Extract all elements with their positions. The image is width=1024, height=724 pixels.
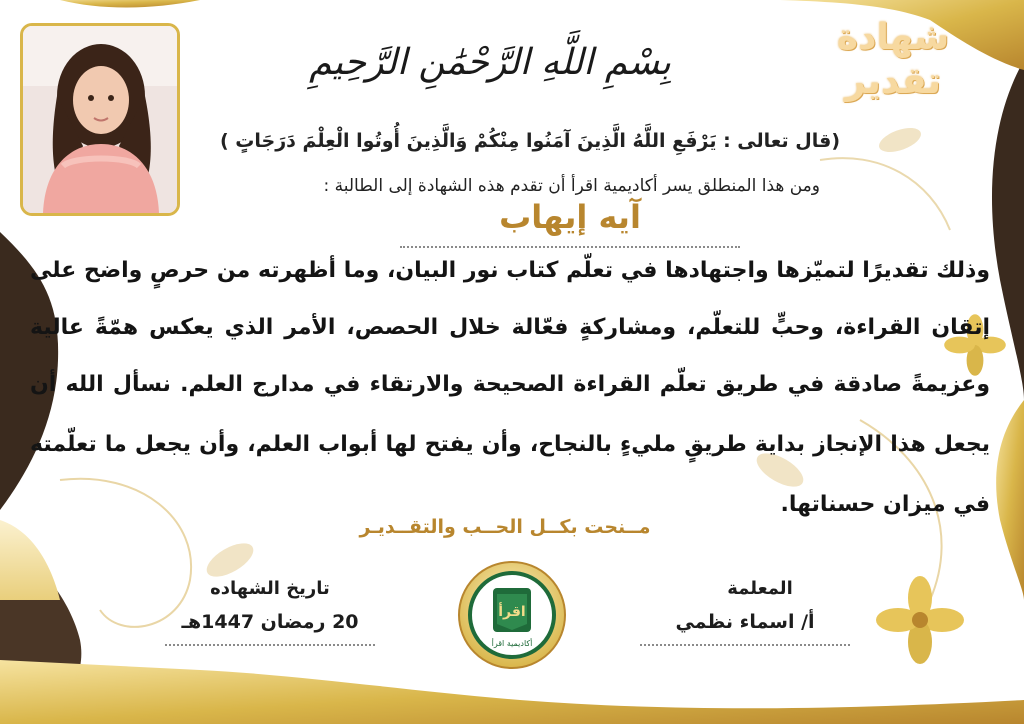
body-line-2: إتقان القراءة، وحبٍّ للتعلّم، ومشاركةٍ فعّالة خلال الحصص، الأمر الذي يعكس همّةً عالية — [30, 315, 990, 340]
basmala-calligraphy: بِسْمِ اللَّهِ الرَّحْمَٰنِ الرَّحِيمِ — [309, 42, 671, 83]
certificate-title — [828, 16, 958, 104]
body-line-4: يجعل هذا الإنجاز بداية طريقٍ مليءٍ بالنجاح، وأن يفتح لها أبواب العلم، وأن يجعل ما تعلّمته — [30, 432, 990, 457]
student-photo — [20, 23, 180, 216]
body-line-3: وعزيمةً صادقة في طريق تعلّم القراءة الصحيحة والارتقاء في مدارج العلم. نسأل الله أن — [30, 372, 990, 397]
title-line-2: تقدير — [844, 61, 942, 102]
motto-text: مــنحت بكــل الحــب والتقــديـر — [359, 516, 651, 538]
teacher-label: المعلمة — [727, 578, 793, 599]
student-name: آيه إيهاب — [400, 198, 740, 248]
intro-text: ومن هذا المنطلق يسر أكاديمية اقرأ أن تقدم هذه الشهادة إلى الطالبة : — [323, 176, 820, 196]
body-line-1: وذلك تقديرًا لتميّزها واجتهادها في تعلّم كتاب نور البيان، وما أظهرته من حرصٍ واضح على — [30, 258, 990, 283]
gold-flower — [876, 576, 964, 664]
body-line-5: في ميزان حسناتها. — [780, 492, 990, 517]
academy-seal — [457, 560, 567, 670]
seal-caption: أكاديمية اقرأ — [491, 639, 533, 648]
teacher-name: أ/ اسماء نظمي — [640, 608, 850, 646]
girl-portrait-image — [23, 26, 177, 213]
date-label: تاريخ الشهاده — [210, 578, 330, 599]
quran-verse: (قال تعالى : يَرْفَعِ اللَّهُ الَّذِينَ آمَنُوا مِنْكُمْ وَالَّذِينَ أُوتُوا الْعِلْمَ دَرَجَاتٍ ) — [219, 130, 840, 152]
seal-text: اقرأ — [498, 604, 526, 620]
title-line-1: شهادة — [836, 17, 950, 58]
date-value: 20 رمضان 1447هـ — [165, 608, 375, 646]
academy-logo-image — [457, 560, 567, 670]
